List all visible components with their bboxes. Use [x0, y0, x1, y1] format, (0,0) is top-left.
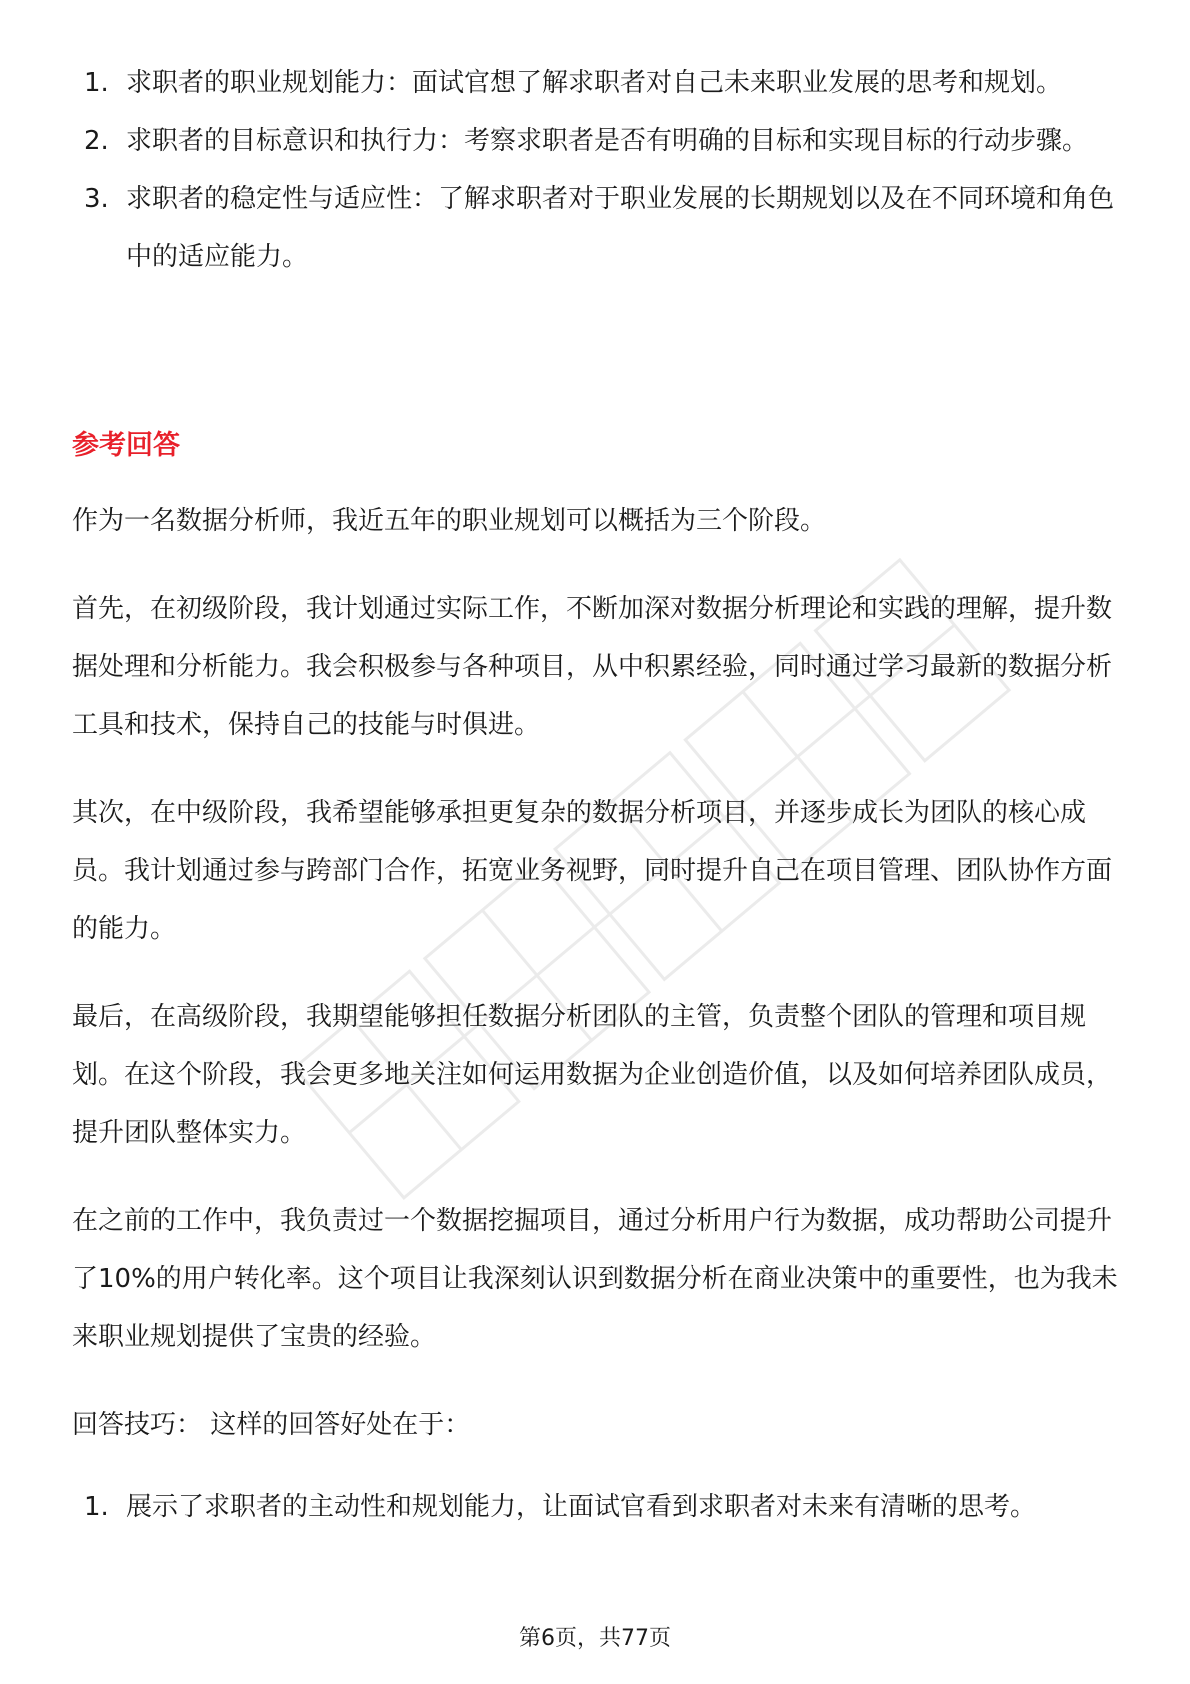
paragraph-intro: 作为一名数据分析师，我近五年的职业规划可以概括为三个阶段。: [72, 506, 827, 536]
section-heading: 参考回答: [72, 430, 180, 461]
list-number: 3.: [84, 184, 109, 214]
list-item: [84, 54, 1124, 112]
tips-list: [84, 1478, 1124, 1536]
paragraph-tips-intro: 回答技巧： 这样的回答好处在于：: [72, 1410, 471, 1440]
list-item: [84, 1478, 1124, 1536]
list-number: 2.: [84, 126, 109, 156]
paragraph-stage-senior: 最后，在高级阶段，我期望能够担任数据分析团队的主管，负责整个团队的管理和项目规划。在这个阶段，我会更多地关注如何运用数据为企业创造价值，以及如何培养团队成员，提升团队整体实力。: [72, 1002, 1113, 1148]
list-item: [84, 170, 1124, 286]
list-text: 求职者的目标意识和执行力：考察求职者是否有明确的目标和实现目标的行动步骤。: [126, 126, 1089, 156]
intro-list: [84, 54, 1124, 286]
paragraph-experience: 在之前的工作中，我负责过一个数据挖掘项目，通过分析用户行为数据，成功帮助公司提升了10%的用户转化率。这个项目让我深刻认识到数据分析在商业决策中的重要性，也为我未来职业规划提供了宝贵的经验。: [72, 1206, 1118, 1352]
list-number: 1.: [84, 68, 109, 98]
paragraph-stage-junior: 首先，在初级阶段，我计划通过实际工作，不断加深对数据分析理论和实践的理解，提升数据处理和分析能力。我会积极参与各种项目，从中积累经验，同时通过学习最新的数据分析工具和技术，保持自己的技能与时俱进。: [72, 594, 1113, 740]
list-text: 求职者的稳定性与适应性：了解求职者对于职业发展的长期规划以及在不同环境和角色中的适应能力。: [126, 184, 1115, 272]
list-item: [84, 112, 1124, 170]
list-number: 1.: [84, 1492, 109, 1522]
list-text: 求职者的职业规划能力：面试官想了解求职者对自己未来职业发展的思考和规划。: [126, 68, 1063, 98]
paragraph-stage-middle: 其次，在中级阶段，我希望能够承担更复杂的数据分析项目，并逐步成长为团队的核心成员。我计划通过参与跨部门合作，拓宽业务视野，同时提升自己在项目管理、团队协作方面的能力。: [72, 798, 1113, 944]
page-footer: 第6页，共77页: [519, 1626, 671, 1651]
list-text: 展示了求职者的主动性和规划能力，让面试官看到求职者对未来有清晰的思考。: [126, 1492, 1037, 1522]
